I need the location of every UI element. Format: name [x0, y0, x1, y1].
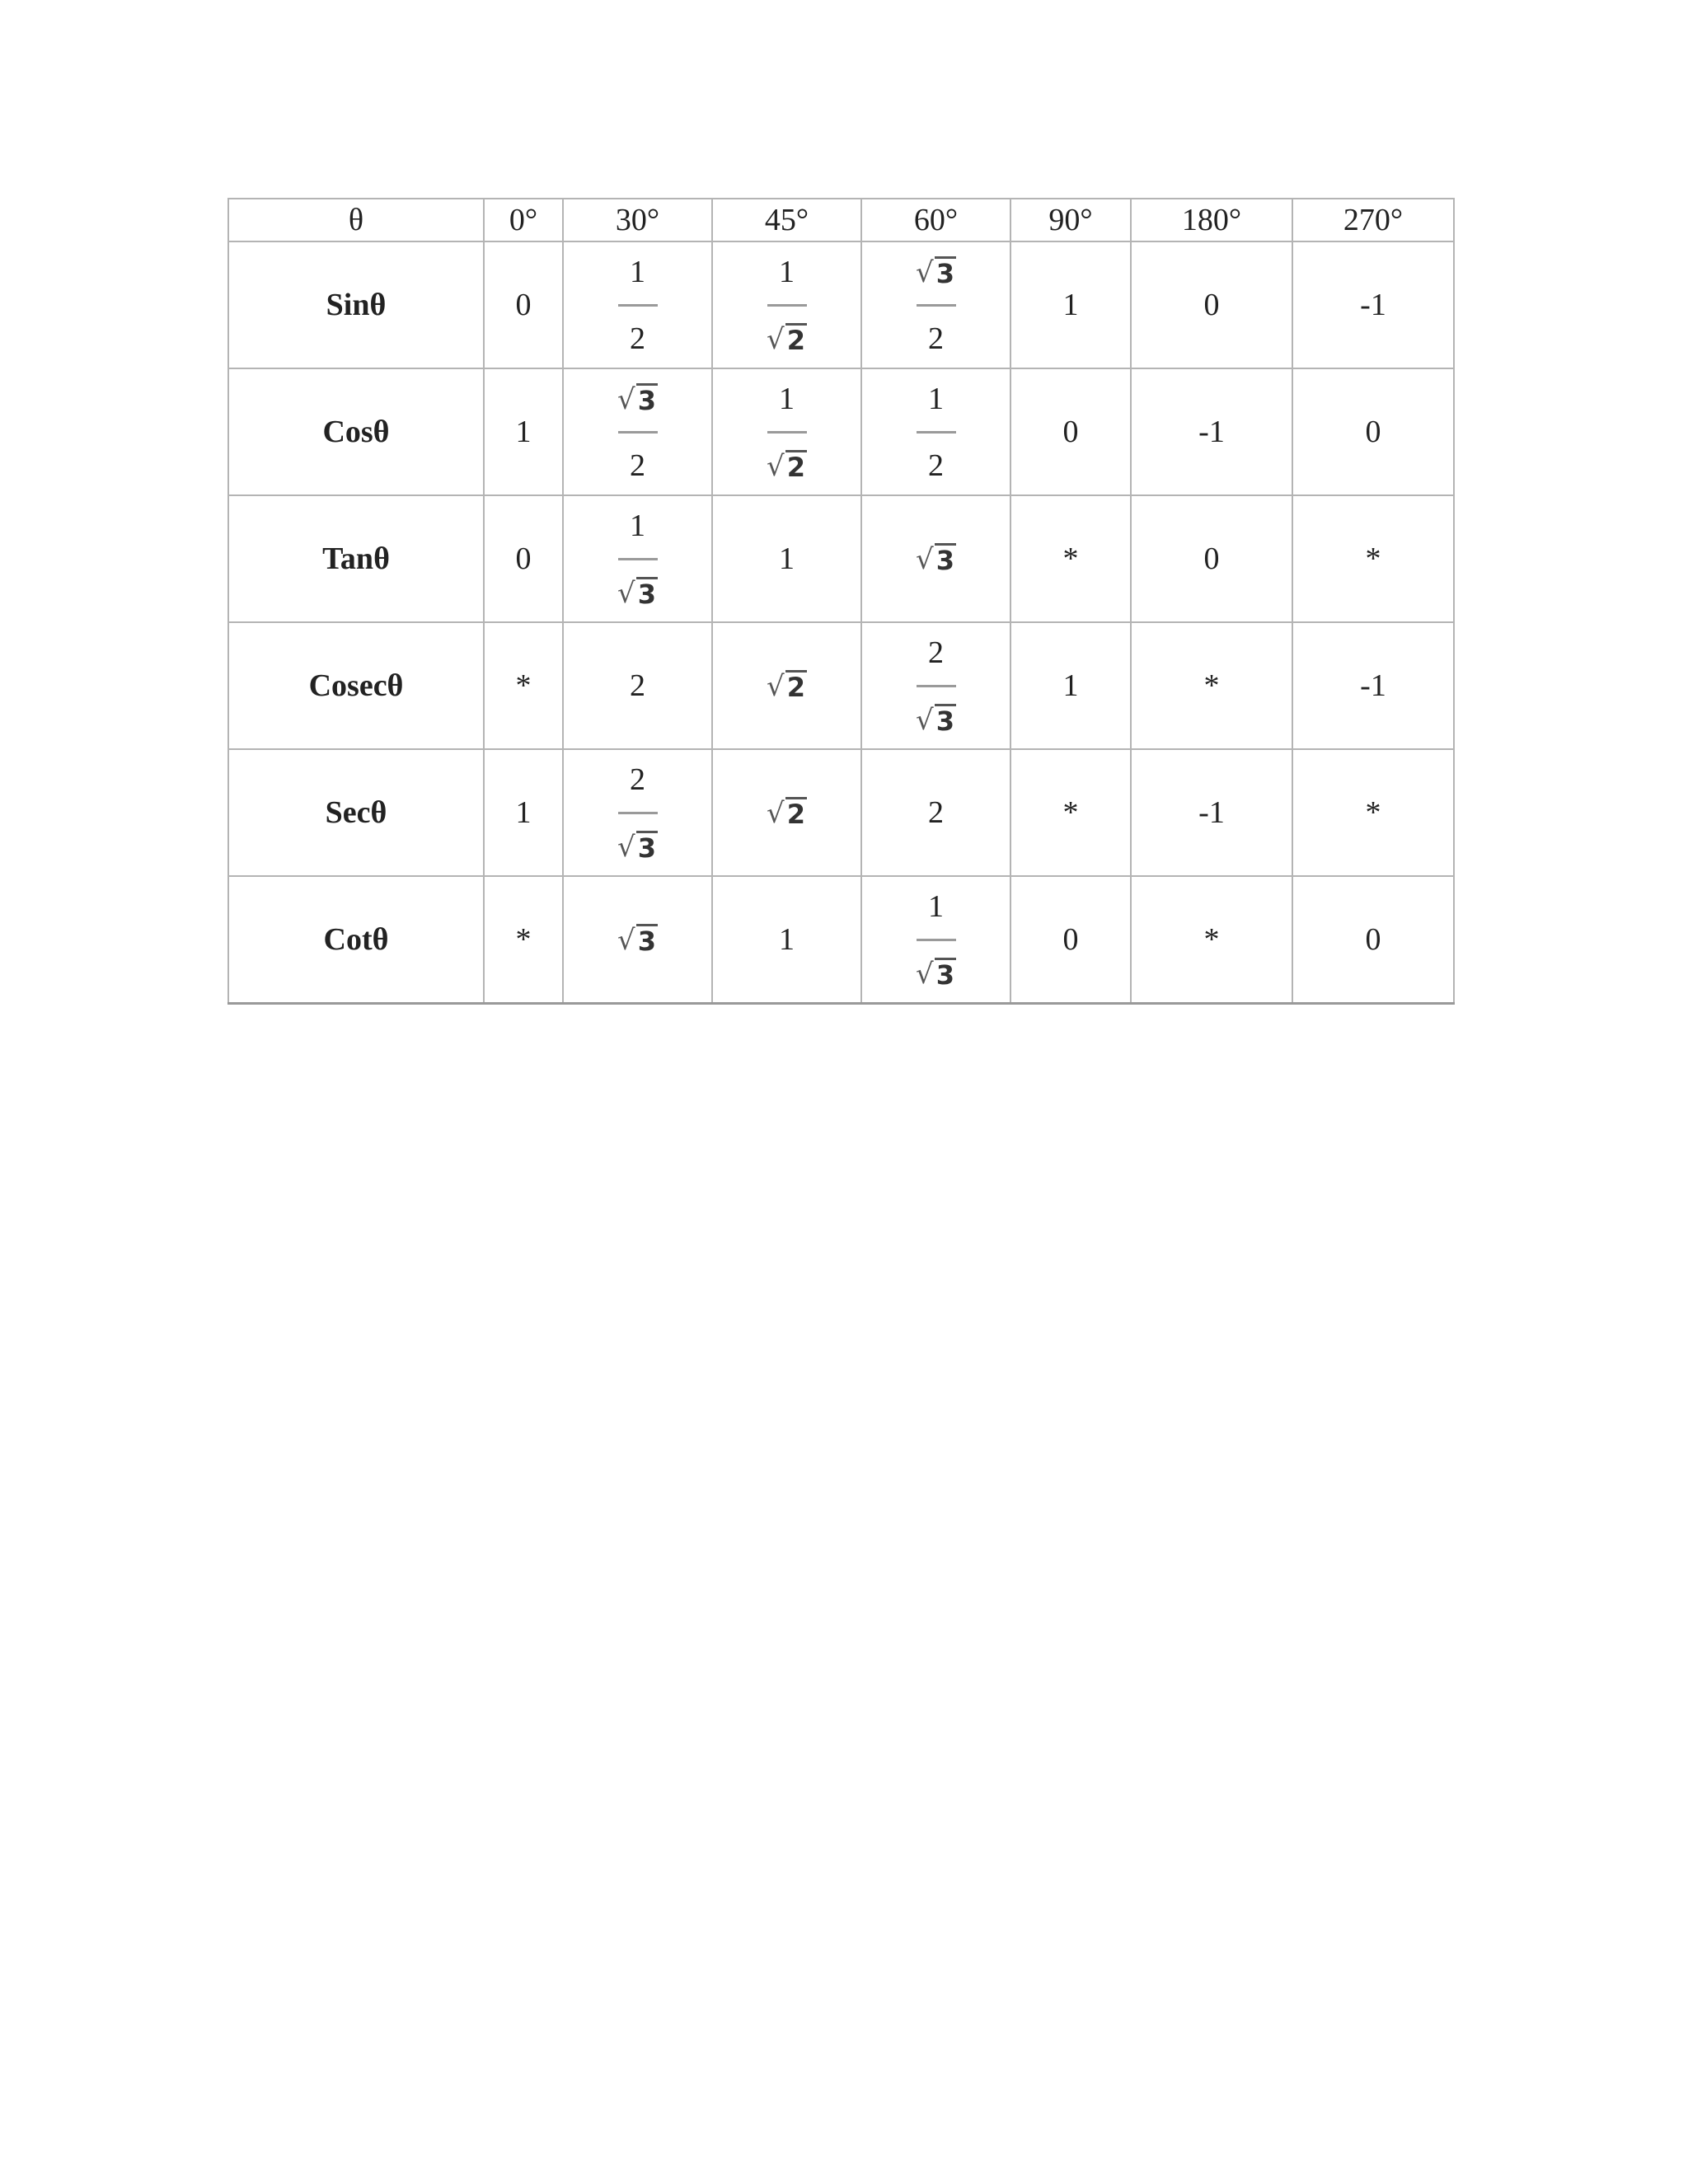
value-cell: [861, 749, 1010, 876]
numerator-value: 1: [928, 381, 944, 416]
fraction-bar: [618, 812, 658, 814]
radical-sign: √: [767, 670, 785, 703]
denominator: [928, 323, 944, 354]
fraction: [617, 383, 658, 481]
denominator-value: [617, 830, 658, 864]
denominator: [617, 831, 658, 862]
fraction: [916, 256, 956, 354]
cell-value: *: [1062, 541, 1079, 576]
value-cell: [712, 622, 861, 749]
value-cell: [861, 495, 1010, 622]
fraction: [617, 764, 658, 862]
radical-sign: √: [767, 449, 785, 483]
value-cell: [563, 241, 712, 368]
cell-value: *: [1365, 795, 1381, 830]
value-cell: [1131, 495, 1292, 622]
denominator-value: [767, 323, 807, 354]
numerator: [779, 256, 795, 288]
radical-sign: √: [617, 924, 635, 957]
cell-value: 1: [1062, 288, 1079, 322]
numerator-value: 1: [630, 254, 645, 289]
denominator: [767, 450, 807, 481]
value-cell: [484, 241, 563, 368]
radical-sign: √: [767, 322, 785, 356]
cell-value: -1: [1198, 415, 1225, 449]
value-cell: [712, 749, 861, 876]
denominator-value: [767, 449, 807, 483]
cell-value: 0: [1365, 415, 1381, 449]
radicand: 3: [935, 257, 954, 289]
cell-value: 0: [1062, 415, 1079, 449]
header-angle: 180°: [1131, 199, 1292, 241]
table-header: [228, 199, 1454, 241]
cell-value: *: [1203, 668, 1220, 703]
numerator-value: 1: [630, 508, 645, 543]
radicand: 2: [786, 799, 805, 830]
fraction: [767, 256, 807, 354]
value-cell: [484, 622, 563, 749]
cell-value: 1: [515, 795, 532, 830]
value-cell: [484, 749, 563, 876]
value-cell: [1010, 876, 1131, 1004]
fraction-bar: [618, 558, 658, 560]
cell-value: -1: [1360, 668, 1386, 703]
cell-value: 1: [779, 922, 795, 957]
numerator-value: 1: [928, 888, 944, 924]
radicand: 3: [935, 545, 954, 576]
table-row: [228, 368, 1454, 495]
table-row: [228, 495, 1454, 622]
radicand: 3: [637, 832, 656, 864]
cell-value: 2: [928, 795, 944, 830]
numerator-value: 1: [779, 254, 795, 289]
denominator-value: 2: [928, 321, 944, 356]
numerator: [630, 256, 645, 288]
numerator: [617, 383, 658, 415]
fraction: [917, 383, 956, 481]
value-cell: [861, 622, 1010, 749]
numerator-value: [916, 256, 956, 287]
value-cell: [712, 876, 861, 1004]
cell-value: 0: [1365, 922, 1381, 957]
row-label: Sinθ: [228, 241, 484, 368]
numerator-value: 2: [928, 635, 944, 670]
header-angle: 270°: [1292, 199, 1454, 241]
radical-sign: √: [916, 543, 934, 576]
table-body: [228, 241, 1454, 1004]
radicand: 3: [935, 958, 954, 991]
denominator-value: 2: [630, 321, 645, 356]
denominator-value: [916, 703, 956, 737]
cell-value: *: [515, 922, 532, 957]
fraction-bar: [618, 304, 658, 307]
fraction: [618, 256, 658, 354]
value-cell: [1292, 876, 1454, 1004]
radical-sign: √: [916, 255, 934, 289]
denominator-value: [617, 576, 658, 610]
denominator: [916, 704, 956, 735]
numerator-value: 2: [630, 762, 645, 797]
denominator: [630, 323, 645, 354]
denominator-value: [916, 957, 956, 991]
row-label: Cosecθ: [228, 622, 484, 749]
fraction-bar: [618, 431, 658, 434]
trig-values-table: [227, 198, 1455, 1005]
radicand: 3: [637, 384, 656, 416]
value-cell: [1292, 368, 1454, 495]
fraction-bar: [917, 939, 956, 941]
row-label: Tanθ: [228, 495, 484, 622]
fraction-bar: [767, 431, 807, 434]
numerator-value: 1: [779, 381, 795, 416]
table-row: [228, 876, 1454, 1004]
cell-value: 0: [515, 541, 532, 576]
radicand: 2: [786, 451, 805, 483]
value-cell: [1131, 876, 1292, 1004]
cell-value: [916, 543, 956, 574]
fraction: [617, 510, 658, 608]
table-row: [228, 622, 1454, 749]
value-cell: [1131, 622, 1292, 749]
fraction: [916, 637, 956, 735]
cell-value: -1: [1360, 288, 1386, 322]
cell-value: 0: [1203, 541, 1220, 576]
cell-value: 0: [515, 288, 532, 322]
numerator: [916, 256, 956, 288]
header-angle: 0°: [484, 199, 563, 241]
table-row: [228, 241, 1454, 368]
value-cell: [484, 368, 563, 495]
value-cell: [712, 495, 861, 622]
cell-value: 1: [1062, 668, 1079, 703]
radical-sign: √: [916, 703, 934, 737]
radicand: 3: [637, 926, 656, 957]
radicand: 2: [786, 672, 805, 703]
numerator: [928, 888, 944, 924]
radicand: 2: [786, 324, 805, 356]
radical-sign: √: [916, 957, 934, 991]
numerator: [928, 637, 944, 668]
header-angle: 30°: [563, 199, 712, 241]
cell-value: [767, 797, 807, 830]
cell-value: 0: [1062, 922, 1079, 957]
cell-value: *: [1203, 922, 1220, 957]
radical-sign: √: [617, 576, 635, 610]
value-cell: [1010, 749, 1131, 876]
denominator: [617, 577, 658, 608]
cell-value: 1: [779, 541, 795, 576]
fraction-bar: [767, 304, 807, 307]
row-label: Secθ: [228, 749, 484, 876]
value-cell: [1010, 495, 1131, 622]
radicand: 3: [935, 705, 954, 737]
value-cell: [1292, 495, 1454, 622]
cell-value: *: [515, 668, 532, 703]
value-cell: [861, 241, 1010, 368]
value-cell: [563, 368, 712, 495]
value-cell: [1010, 368, 1131, 495]
value-cell: [712, 368, 861, 495]
value-cell: [563, 749, 712, 876]
value-cell: [484, 876, 563, 1004]
radicand: 3: [637, 578, 656, 610]
radical-sign: √: [617, 830, 635, 864]
cell-value: *: [1062, 795, 1079, 830]
value-cell: [484, 495, 563, 622]
value-cell: [563, 622, 712, 749]
numerator-value: [617, 383, 658, 414]
header-row: [228, 199, 1454, 241]
fraction-bar: [917, 431, 956, 434]
value-cell: [861, 368, 1010, 495]
header-angle: 45°: [712, 199, 861, 241]
fraction: [767, 383, 807, 481]
header-theta: θ: [228, 199, 484, 241]
value-cell: [1010, 241, 1131, 368]
value-cell: [563, 876, 712, 1004]
denominator-value: 2: [630, 448, 645, 483]
value-cell: [563, 495, 712, 622]
denominator: [630, 450, 645, 481]
radical-sign: √: [617, 382, 635, 416]
cell-value: -1: [1198, 795, 1225, 830]
cell-value: [617, 924, 658, 957]
cell-value: [767, 670, 807, 701]
numerator: [630, 510, 645, 541]
header-angle: 90°: [1010, 199, 1131, 241]
radical-sign: √: [767, 797, 785, 830]
cell-value: 0: [1203, 288, 1220, 322]
denominator: [767, 323, 807, 354]
value-cell: [1292, 749, 1454, 876]
cell-value: *: [1365, 541, 1381, 576]
fraction-bar: [917, 685, 956, 687]
value-cell: [1292, 241, 1454, 368]
row-label: Cotθ: [228, 876, 484, 1004]
value-cell: [861, 876, 1010, 1004]
denominator-value: 2: [928, 448, 944, 483]
denominator: [916, 958, 956, 989]
value-cell: [1131, 749, 1292, 876]
fraction: [916, 888, 956, 991]
table-row: [228, 749, 1454, 876]
value-cell: [1131, 368, 1292, 495]
row-label: Cosθ: [228, 368, 484, 495]
value-cell: [1131, 241, 1292, 368]
fraction-bar: [917, 304, 956, 307]
value-cell: [1010, 622, 1131, 749]
numerator: [779, 383, 795, 415]
cell-value: 2: [630, 668, 645, 703]
header-angle: 60°: [861, 199, 1010, 241]
value-cell: [712, 241, 861, 368]
cell-value: 1: [515, 415, 532, 449]
value-cell: [1292, 622, 1454, 749]
numerator: [928, 383, 944, 415]
denominator: [928, 450, 944, 481]
numerator: [630, 764, 645, 795]
